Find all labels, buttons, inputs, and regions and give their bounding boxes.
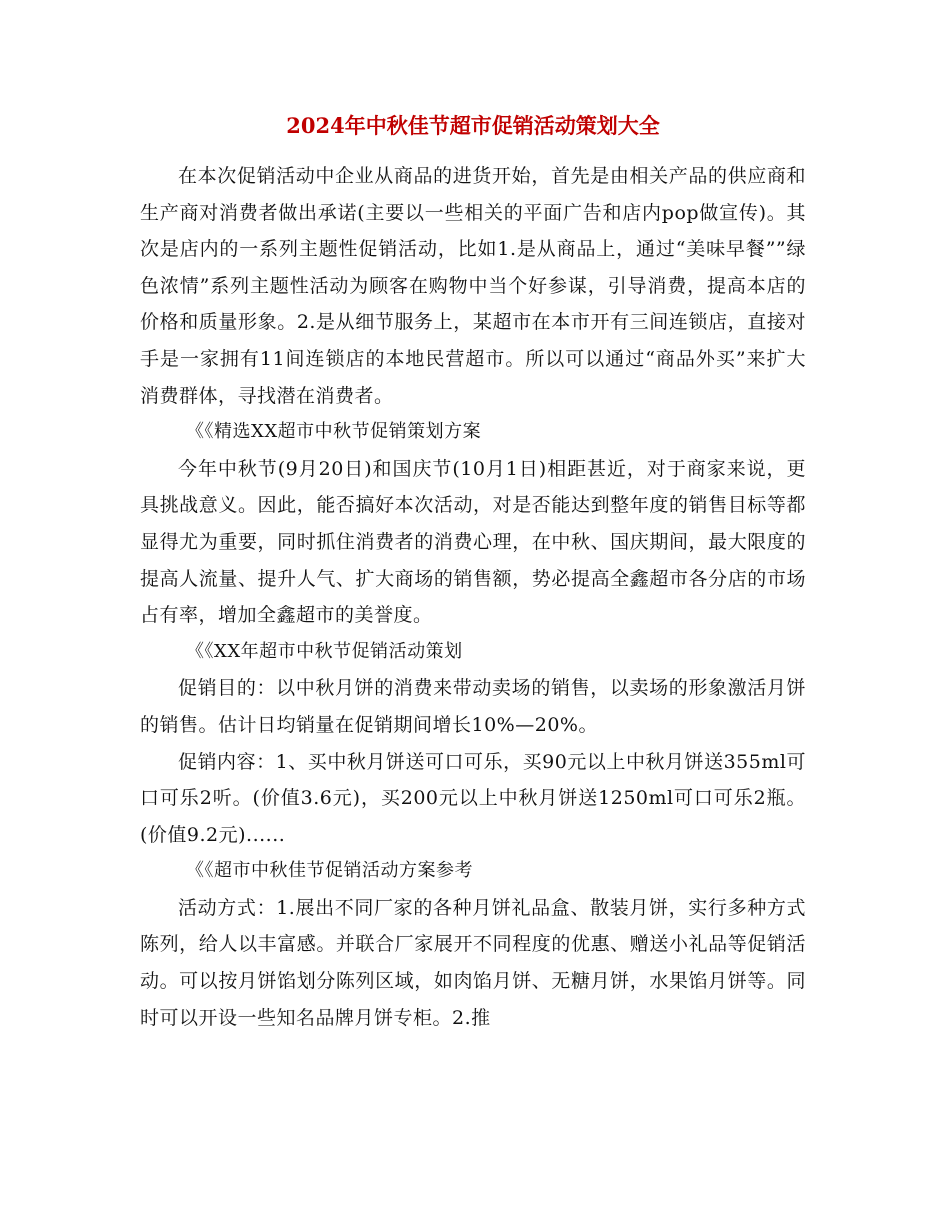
body-paragraph: 促销目的：以中秋月饼的消费来带动卖场的销售，以卖场的形象激活月饼的销售。估计日均销量在促销期间增长10%—20%。	[140, 677, 806, 736]
body-paragraph: 今年中秋节(9月20日)和国庆节(10月1日)相距甚近，对于商家来说，更具挑战意义。因此，能否搞好本次活动，对是否能达到整年度的销售目标等都显得尤为重要，同时抓住消费者的消费心理，在中秋、国庆期间，最大限度的提高人流量、提升人气、扩大商场的销售额，势必提高全鑫超市各分店的市场占有率，增加全鑫超市的美誉度。	[140, 457, 806, 627]
document-body	[140, 158, 806, 1036]
body-paragraph: 在本次促销活动中企业从商品的进货开始，首先是由相关产品的供应商和生产商对消费者做出承诺(主要以一些相关的平面广告和店内pop做宣传)。其次是店内的一系列主题性促销活动，比如1.是从商品上，通过“美味早餐””绿色浓情”系列主题性活动为顾客在购物中当个好参谋，引导消费，提高本店的价格和质量形象。2.是从细节服务上，某超市在本市开有三间连锁店，直接对手是一家拥有11间连锁店的本地民营超市。所以可以通过“商品外买”来扩大消费群体，寻找潜在消费者。	[140, 165, 806, 407]
related-article-link[interactable]: 《《XX年超市中秋节促销活动策划	[186, 640, 463, 662]
body-paragraph: 促销内容：1、买中秋月饼送可口可乐，买90元以上中秋月饼送355ml可口可乐2听。(价值3.6元)，买200元以上中秋月饼送1250ml可口可乐2瓶。(价值9.2元)......	[140, 750, 806, 846]
document-title: 2024年中秋佳节超市促销活动策划大全	[286, 113, 660, 138]
document-page	[140, 108, 806, 1036]
related-article-link[interactable]: 《《精选XX超市中秋节促销策划方案	[186, 421, 482, 443]
body-paragraph: 活动方式：1.展出不同厂家的各种月饼礼品盒、散装月饼，实行多种方式陈列，给人以丰富感。并联合厂家展开不同程度的优惠、赠送小礼品等促销活动。可以按月饼馅划分陈列区域，如肉馅月饼、无糖月饼，水果馅月饼等。同时可以开设一些知名品牌月饼专柜。2.推	[140, 896, 806, 1029]
related-article-link[interactable]: 《《超市中秋佳节促销活动方案参考	[186, 860, 473, 882]
